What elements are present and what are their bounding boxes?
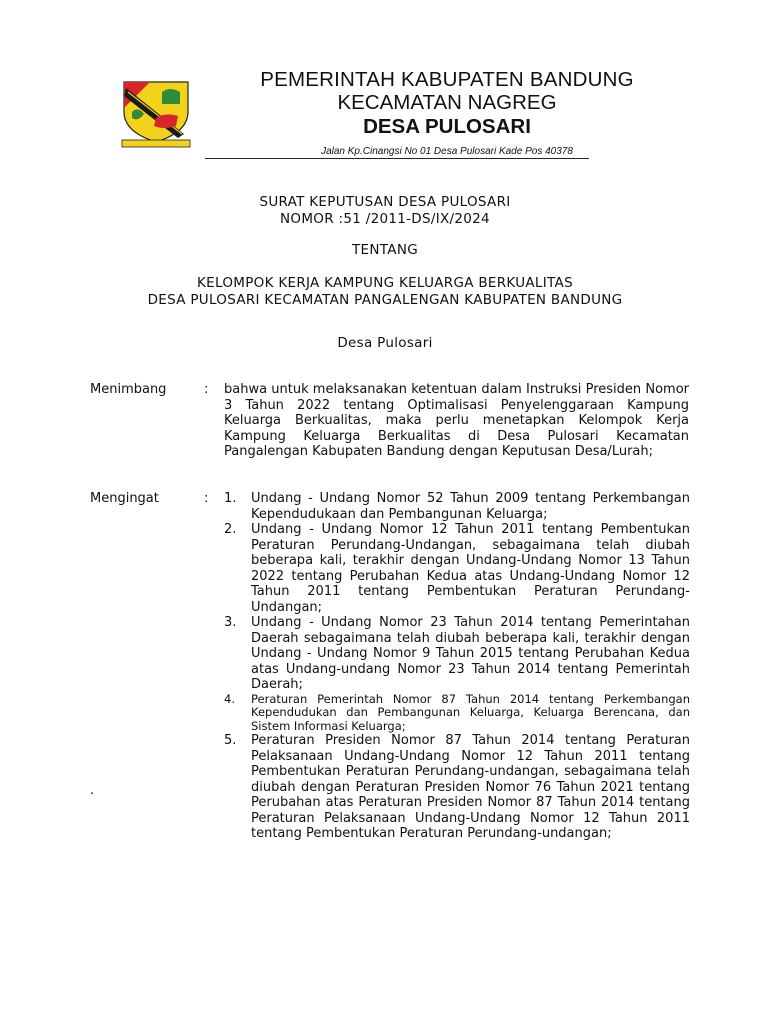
mengingat-list <box>224 491 690 842</box>
village-name: DESA PULOSARI <box>363 115 531 138</box>
letterhead <box>232 68 662 157</box>
item-text: Undang - Undang Nomor 12 Tahun 2011 tentang Pembentukan Peraturan Perundang-Undangan, sebagaimana telah diubah beberapa kali, terakhir dengan Undang-Undang Nomor 13 Tahun 2022 tentang Perubahan Kedua atas Undang-Undang Nomor 12 Tahun 2011 tentang Pembentukan Peraturan Perundang-Undangan; <box>251 522 690 615</box>
subject-line-2: DESA PULOSARI KECAMATAN PANGALENGAN KABUPATEN BANDUNG <box>147 292 623 308</box>
mengingat-section <box>90 491 690 931</box>
item-number: 3. <box>224 615 237 630</box>
decree-number: NOMOR :51 /2011-DS/IX/2024 <box>280 211 490 227</box>
kabupaten-bandung-emblem <box>118 78 194 150</box>
mengingat-colon: : <box>204 491 209 506</box>
list-item <box>224 615 690 693</box>
item-number: 5. <box>224 733 237 748</box>
item-text: Peraturan Presiden Nomor 87 Tahun 2014 tentang Peraturan Pelaksanaan Undang-Undang Nomor 12 Tahun 2011 tentang Pembentukan Peraturan Perundang-undangan, sebagaimana telah diubah dengan Peraturan Presiden Nomor 76 Tahun 2021 tentang Perubahan atas Peraturan Presiden Nomor 87 Tahun 2014 tentang Peraturan Pelaksanaan Undang-Undang Nomor 12 Tahun 2011 tentang Pembentukan Peraturan Perundang-undangan; <box>251 733 690 841</box>
issuing-authority: Desa Pulosari <box>337 335 433 351</box>
tentang-label: TENTANG <box>352 242 418 258</box>
list-item <box>224 733 690 842</box>
decree-heading <box>60 194 710 228</box>
government-name: PEMERINTAH KABUPATEN BANDUNG <box>260 68 634 91</box>
menimbang-section <box>90 382 690 477</box>
office-address: Jalan Kp.Cinangsi No 01 Desa Pulosari Kade Pos 40378 <box>321 146 573 157</box>
decree-title: SURAT KEPUTUSAN DESA PULOSARI <box>259 194 511 210</box>
letterhead-divider <box>205 158 589 159</box>
item-text: Undang - Undang Nomor 52 Tahun 2009 tentang Perkembangan Kependudukaan dan Pembangunan Keluarga; <box>251 491 690 522</box>
item-number: 1. <box>224 491 237 506</box>
menimbang-text: bahwa untuk melaksanakan ketentuan dalam Instruksi Presiden Nomor 3 Tahun 2022 tentang Optimalisasi Penyelenggaraan Kampung Keluarga Berkualitas, maka perlu menetapkan Kelompok Kerja Kampung Keluarga Berkualitas di Desa Pulosari Kecamatan Pangalengan Kabupaten Bandung dengan Keputusan Desa/Lurah; <box>224 382 689 459</box>
item-number: 2. <box>224 522 237 537</box>
menimbang-colon: : <box>204 382 209 397</box>
item-text: Undang - Undang Nomor 23 Tahun 2014 tentang Pemerintahan Daerah sebagaimana telah diubah beberapa kali, terakhir dengan Undang - Undang Nomor 9 Tahun 2015 tentang Perubahan Kedua atas Undang-undang Nomor 23 Tahun 2014 tentang Pemerintah Daerah; <box>251 615 690 692</box>
list-item <box>224 522 690 615</box>
list-item <box>224 491 690 522</box>
list-item <box>224 693 690 734</box>
menimbang-label: Menimbang <box>90 382 167 397</box>
item-number: 4. <box>224 691 235 706</box>
item-text: Peraturan Pemerintah Nomor 87 Tahun 2014 tentang Perkembangan Kependudukan dan Pembangunan Keluarga, Keluarga Berencana, dan Sistem Informasi Keluarga; <box>251 691 690 733</box>
mengingat-label: Mengingat <box>90 491 159 506</box>
subject-line-1: KELOMPOK KERJA KAMPUNG KELUARGA BERKUALITAS <box>197 275 573 291</box>
decree-subject <box>60 275 710 309</box>
stray-period: . <box>90 783 95 798</box>
district-name: KECAMATAN NAGREG <box>337 91 557 114</box>
